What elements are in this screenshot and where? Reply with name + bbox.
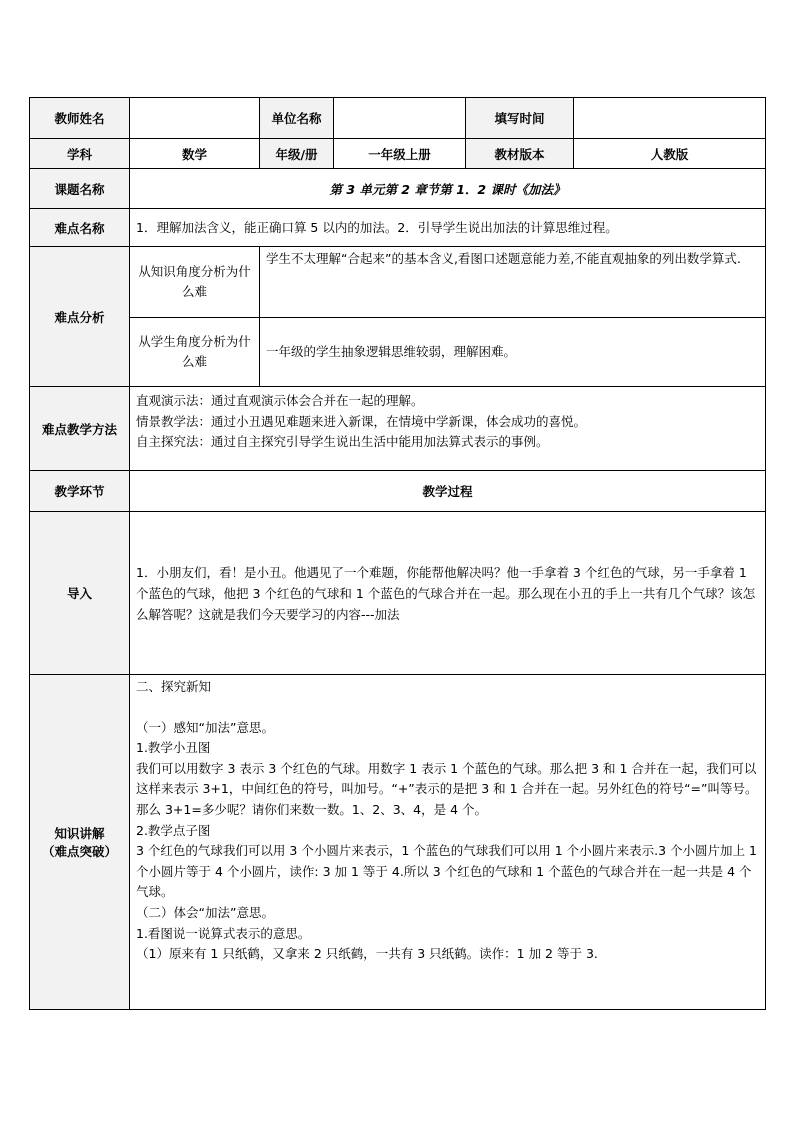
grade-label: 年级/册 [260, 139, 334, 169]
content-line: 二、探究新知 [136, 679, 212, 694]
content-line: （1）原来有 1 只纸鹤，又拿来 2 只纸鹤，一共有 3 只纸鹤。读作：1 加 2 等于 3. [136, 946, 598, 962]
difficulty-row [30, 209, 766, 247]
content-line: 2.教学点子图 [136, 822, 211, 838]
edition-value: 人教版 [574, 139, 766, 169]
teaching-methods-list [130, 387, 766, 471]
intro-label: 导入 [30, 512, 130, 675]
analysis-row-student [30, 318, 766, 387]
knowledge-section-label [30, 675, 130, 1010]
fill-date-label: 填写时间 [466, 98, 574, 139]
unit-name-value [334, 98, 466, 139]
fill-date-value [574, 98, 766, 139]
lesson-plan-table [29, 97, 766, 1010]
analysis-row-knowledge [30, 247, 766, 318]
knowledge-angle-label: 从知识角度分析为什么难 [130, 247, 260, 318]
teaching-process-label: 教学过程 [130, 471, 766, 512]
lesson-row [30, 169, 766, 209]
difficulty-analysis-label: 难点分析 [30, 247, 130, 387]
grade-value: 一年级上册 [334, 139, 466, 169]
student-angle-value: 一年级的学生抽象逻辑思维较弱，理解困难。 [260, 318, 766, 387]
subject-label: 学科 [30, 139, 130, 169]
teacher-name-label: 教师姓名 [30, 98, 130, 139]
content-line: 3 个红色的气球我们可以用 3 个小圆片来表示，1 个蓝色的气球我们可以用 1 个小圆片来表示.3 个小圆片加上 1 个小圆片等于 4 个小圆片，读作: 3 加 1 等于 4.所以 3 个红色的气球和 1 个蓝色的气球合并在一起一共是 4 个气球。 [136, 843, 757, 900]
difficulty-name-value: 1．理解加法含义，能正确口算 5 以内的加法。2．引导学生说出加法的计算思维过程。 [130, 209, 766, 247]
knowledge-label-main: 知识讲解 [54, 826, 105, 841]
content-line: 1.教学小丑图 [136, 740, 211, 756]
intro-text: 1．小朋友们，看！是小丑。他遇见了一个难题，你能帮他解决吗？他一手拿着 3 个红色的气球，另一手拿着 1 个蓝色的气球，他把 3 个红色的气球和 1 个蓝色的气球合并在一起。那么现在小丑的手上一共有几个气球？该怎么解答呢？这就是我们今天要学习的内容---加法 [130, 512, 766, 675]
content-line: 1.看图说一说算式表示的意思。 [136, 925, 311, 941]
content-line: （二）体会“加法”意思。 [136, 904, 274, 920]
knowledge-angle-value: 学生不太理解“合起来”的基本含义,看图口述题意能力差,不能直观抽象的列出数学算式. [260, 247, 766, 318]
unit-name-label: 单位名称 [260, 98, 334, 139]
lesson-title-label: 课题名称 [30, 169, 130, 209]
method-item: 情景教学法：通过小丑遇见难题来进入新课，在情境中学新课，体会成功的喜悦。 [136, 413, 587, 429]
difficulty-name-label: 难点名称 [30, 209, 130, 247]
methods-row [30, 387, 766, 471]
teaching-methods-label: 难点教学方法 [30, 387, 130, 471]
edition-label: 教材版本 [466, 139, 574, 169]
intro-row [30, 512, 766, 675]
content-line: 我们可以用数字 3 表示 3 个红色的气球。用数字 1 表示 1 个蓝色的气球。那么把 3 和 1 合并在一起，我们可以这样来表示 3+1，中间红色的符号，叫加号。“+”表示的是把 3 和 1 合并在一起。另外红色的符号“=”叫等号。那么 3+1=多少呢？请你们来数一数。1、2、3、4，是 4 个。 [136, 760, 758, 817]
teacher-name-value [130, 98, 260, 139]
content-line: （一）感知“加法”意思。 [136, 719, 274, 735]
knowledge-content [130, 675, 766, 1010]
knowledge-label-sub: （难点突破） [41, 844, 117, 859]
process-header-row [30, 471, 766, 512]
lesson-title-value: 第 3 单元第 2 章节第 1．2 课时《加法》 [130, 169, 766, 209]
header-row-1 [30, 98, 766, 139]
knowledge-row [30, 675, 766, 1010]
student-angle-label: 从学生角度分析为什么难 [130, 318, 260, 387]
teaching-stage-label: 教学环节 [30, 471, 130, 512]
method-item: 直观演示法：通过直观演示体会合并在一起的理解。 [136, 393, 424, 408]
subject-value: 数学 [130, 139, 260, 169]
header-row-2 [30, 139, 766, 169]
method-item: 自主探究法：通过自主探究引导学生说出生活中能用加法算式表示的事例。 [136, 434, 549, 449]
